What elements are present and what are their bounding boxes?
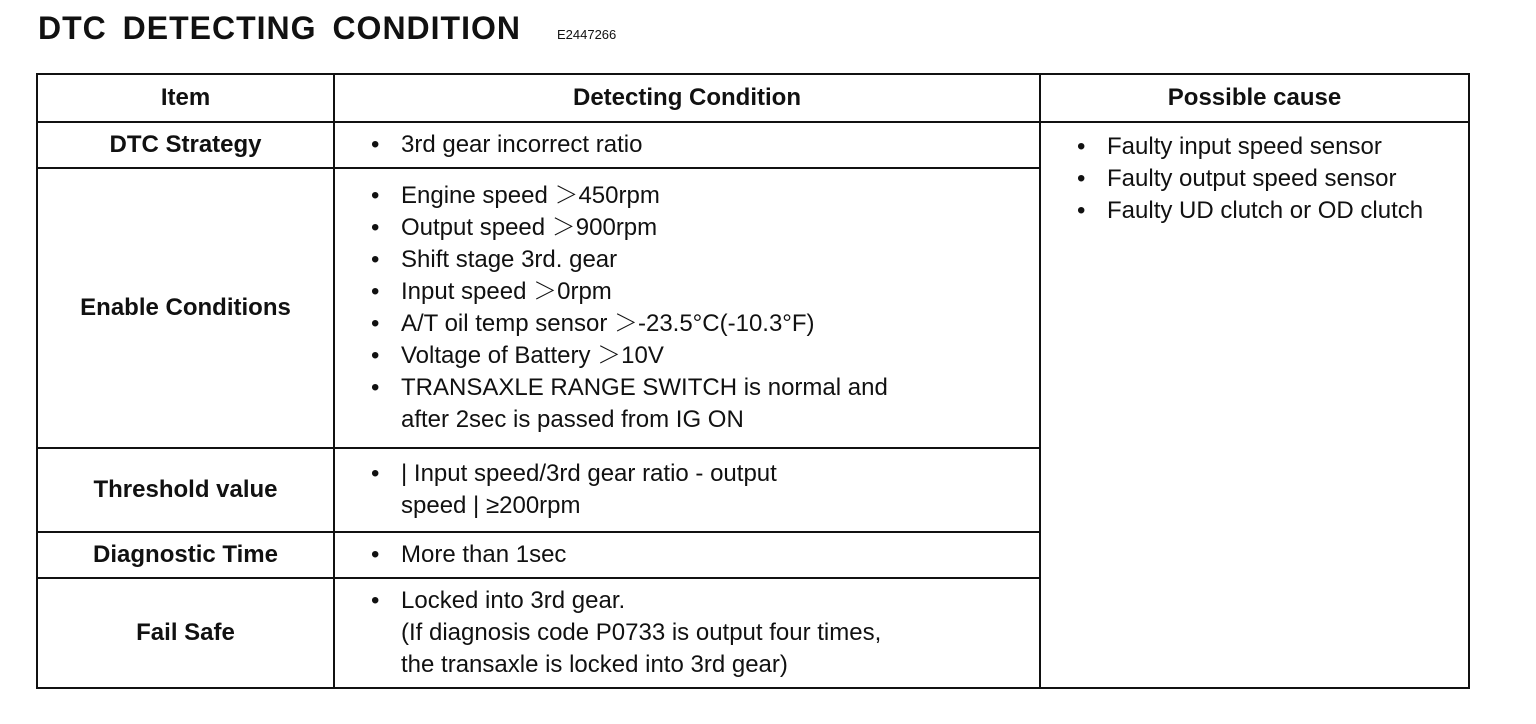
item-diagnostic-time: Diagnostic Time bbox=[37, 532, 334, 578]
page-title: DTC DETECTING CONDITION bbox=[38, 10, 521, 46]
header-possible-cause: Possible cause bbox=[1040, 74, 1469, 122]
item-threshold-value: Threshold value bbox=[37, 448, 334, 532]
condition-list bbox=[371, 585, 1029, 681]
heading bbox=[38, 10, 616, 47]
row-dtc-strategy bbox=[37, 122, 1469, 168]
condition-enable-conditions bbox=[334, 168, 1040, 448]
list-item: • More than 1sec bbox=[371, 539, 1029, 571]
list-item: • Locked into 3rd gear. (If diagnosis code P0733 is output four times, the transaxle is locked into 3rd gear) bbox=[371, 585, 1029, 681]
list-item: • | Input speed/3rd gear ratio - output speed | ≥200rpm bbox=[371, 458, 1029, 522]
condition-diagnostic-time bbox=[334, 532, 1040, 578]
item-fail-safe: Fail Safe bbox=[37, 578, 334, 688]
cause-list bbox=[1077, 131, 1458, 227]
dtc-table bbox=[36, 73, 1470, 689]
condition-dtc-strategy bbox=[334, 122, 1040, 168]
condition-list bbox=[371, 458, 1029, 522]
condition-list bbox=[371, 539, 1029, 571]
item-dtc-strategy: DTC Strategy bbox=[37, 122, 334, 168]
header-detecting-condition: Detecting Condition bbox=[334, 74, 1040, 122]
list-item: • Engine speed ＞450rpm bbox=[371, 180, 1029, 212]
condition-list bbox=[371, 180, 1029, 436]
list-item: • Input speed ＞0rpm bbox=[371, 276, 1029, 308]
condition-fail-safe bbox=[334, 578, 1040, 688]
list-item: • Output speed ＞900rpm bbox=[371, 212, 1029, 244]
possible-cause-cell bbox=[1040, 122, 1469, 688]
list-item: • Faulty input speed sensor bbox=[1077, 131, 1458, 163]
item-enable-conditions: Enable Conditions bbox=[37, 168, 334, 448]
condition-threshold-value bbox=[334, 448, 1040, 532]
document-code: E2447266 bbox=[556, 27, 617, 42]
list-item: • TRANSAXLE RANGE SWITCH is normal and after 2sec is passed from IG ON bbox=[371, 372, 1029, 436]
list-item: • 3rd gear incorrect ratio bbox=[371, 129, 1029, 161]
list-item: • Shift stage 3rd. gear bbox=[371, 244, 1029, 276]
table-header-row bbox=[37, 74, 1469, 122]
header-item: Item bbox=[37, 74, 334, 122]
list-item: • Faulty UD clutch or OD clutch bbox=[1077, 195, 1458, 227]
list-item: • Voltage of Battery ＞10V bbox=[371, 340, 1029, 372]
list-item: • Faulty output speed sensor bbox=[1077, 163, 1458, 195]
condition-list bbox=[371, 129, 1029, 161]
list-item: • A/T oil temp sensor ＞-23.5°C(-10.3°F) bbox=[371, 308, 1029, 340]
